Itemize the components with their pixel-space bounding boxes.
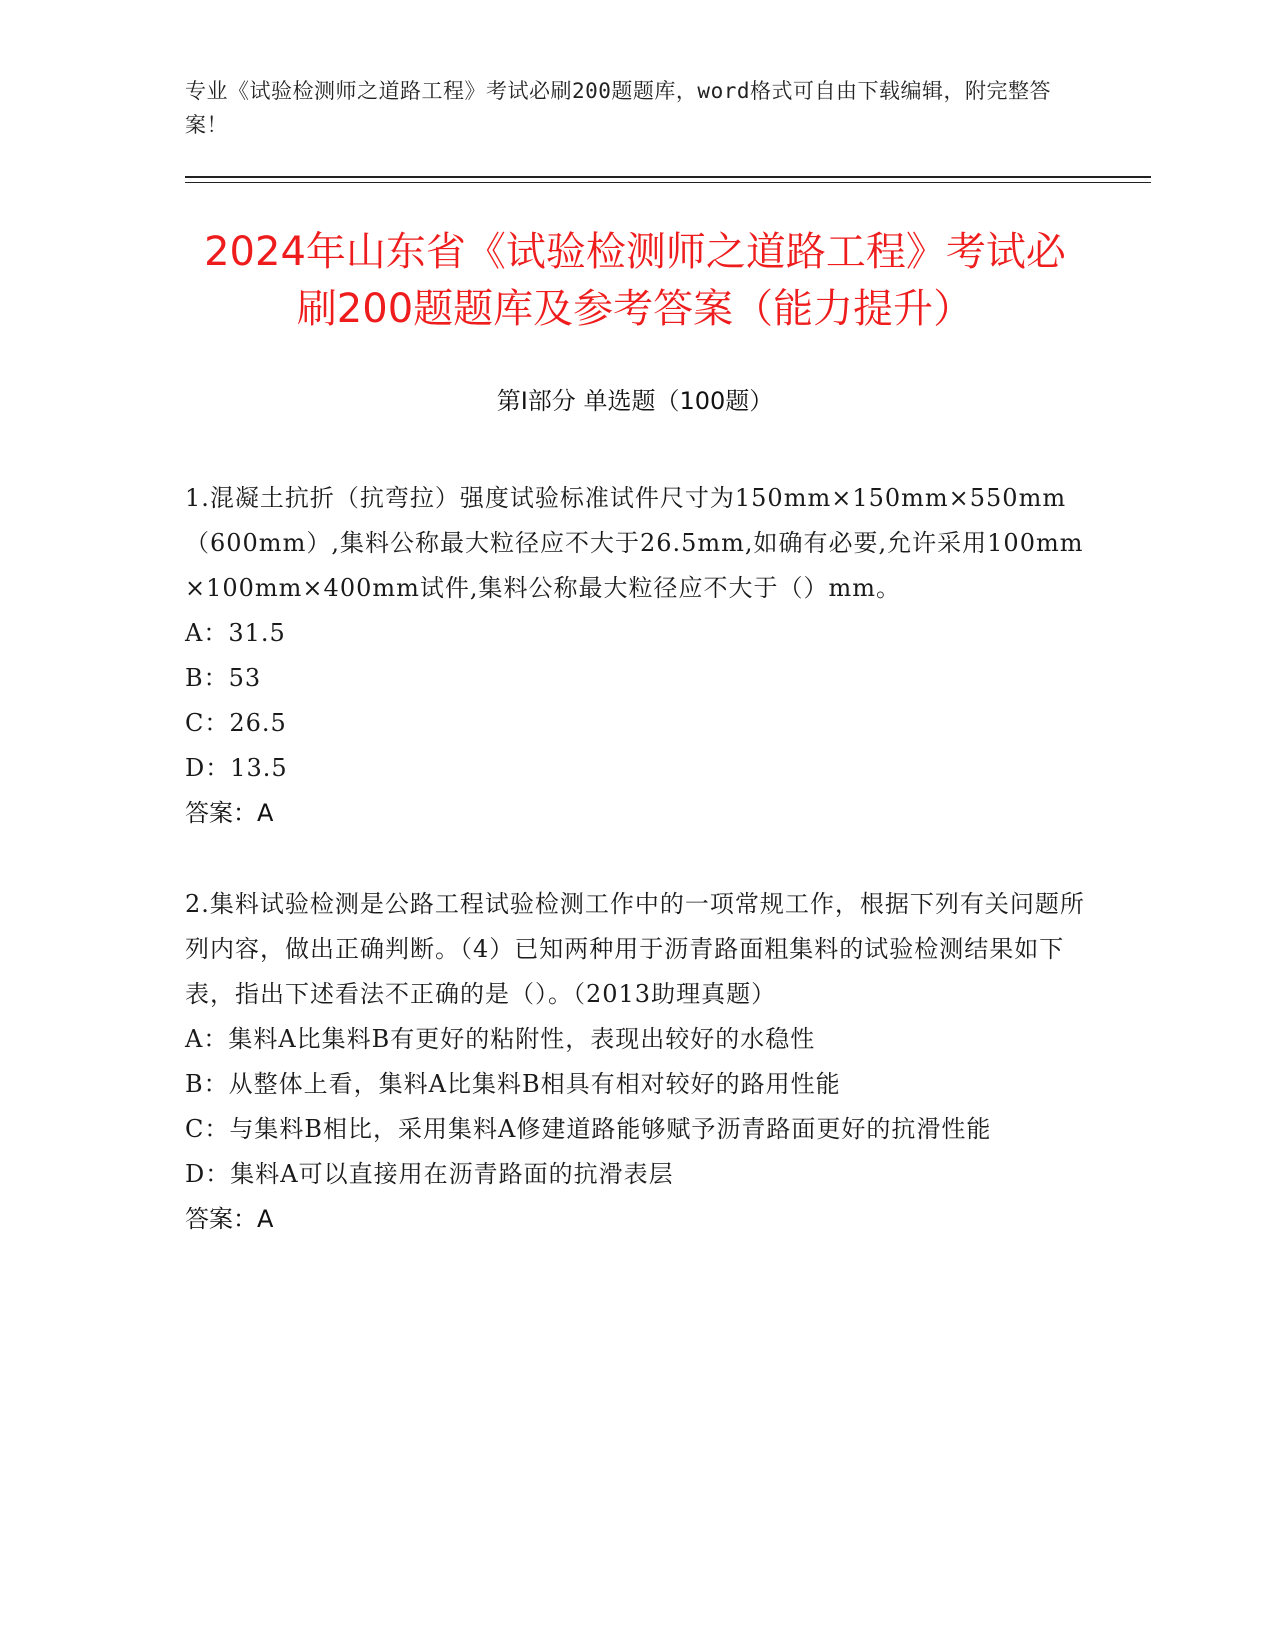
option-b: B：53	[185, 664, 262, 692]
option-a: A：集料A比集料B有更好的粘附性，表现出较好的水稳性	[185, 1025, 816, 1053]
answer-line: 答案：A	[185, 1205, 274, 1233]
header-note: 专业《试验检测师之道路工程》考试必刷200题题库，word格式可自由下载编辑，附完整答案！	[185, 79, 1051, 137]
option-b: B：从整体上看，集料A比集料B相具有相对较好的路用性能	[185, 1070, 841, 1098]
question-text: 2.集料试验检测是公路工程试验检测工作中的一项常规工作，根据下列有关问题所列内容，做出正确判断。（4）已知两种用于沥青路面粗集料的试验检测结果如下表，指出下述看法不正确的是（）。（2013助理真题）	[185, 890, 1085, 1008]
header-divider	[185, 176, 1151, 178]
question-list	[185, 476, 1085, 1288]
option-c: C：26.5	[185, 709, 287, 737]
document-title: 2024年山东省《试验检测师之道路工程》考试必刷200题题库及参考答案（能力提升）	[204, 229, 1066, 332]
header-divider-thin	[185, 182, 1151, 183]
question-1	[185, 476, 1085, 836]
option-d: D：13.5	[185, 754, 288, 782]
option-a: A：31.5	[185, 619, 286, 647]
option-d: D：集料A可以直接用在沥青路面的抗滑表层	[185, 1160, 674, 1188]
question-2	[185, 882, 1085, 1242]
section-title: 第I部分 单选题（100题）	[496, 387, 774, 415]
option-c: C：与集料B相比，采用集料A修建道路能够赋予沥青路面更好的抗滑性能	[185, 1115, 992, 1143]
question-text: 1.混凝土抗折（抗弯拉）强度试验标准试件尺寸为150mm×150mm×550mm（600mm）,集料公称最大粒径应不大于26.5mm,如确有必要,允许采用100mm×100mm×400mm试件,集料公称最大粒径应不大于（）mm。	[185, 484, 1084, 602]
answer-line: 答案：A	[185, 799, 274, 827]
